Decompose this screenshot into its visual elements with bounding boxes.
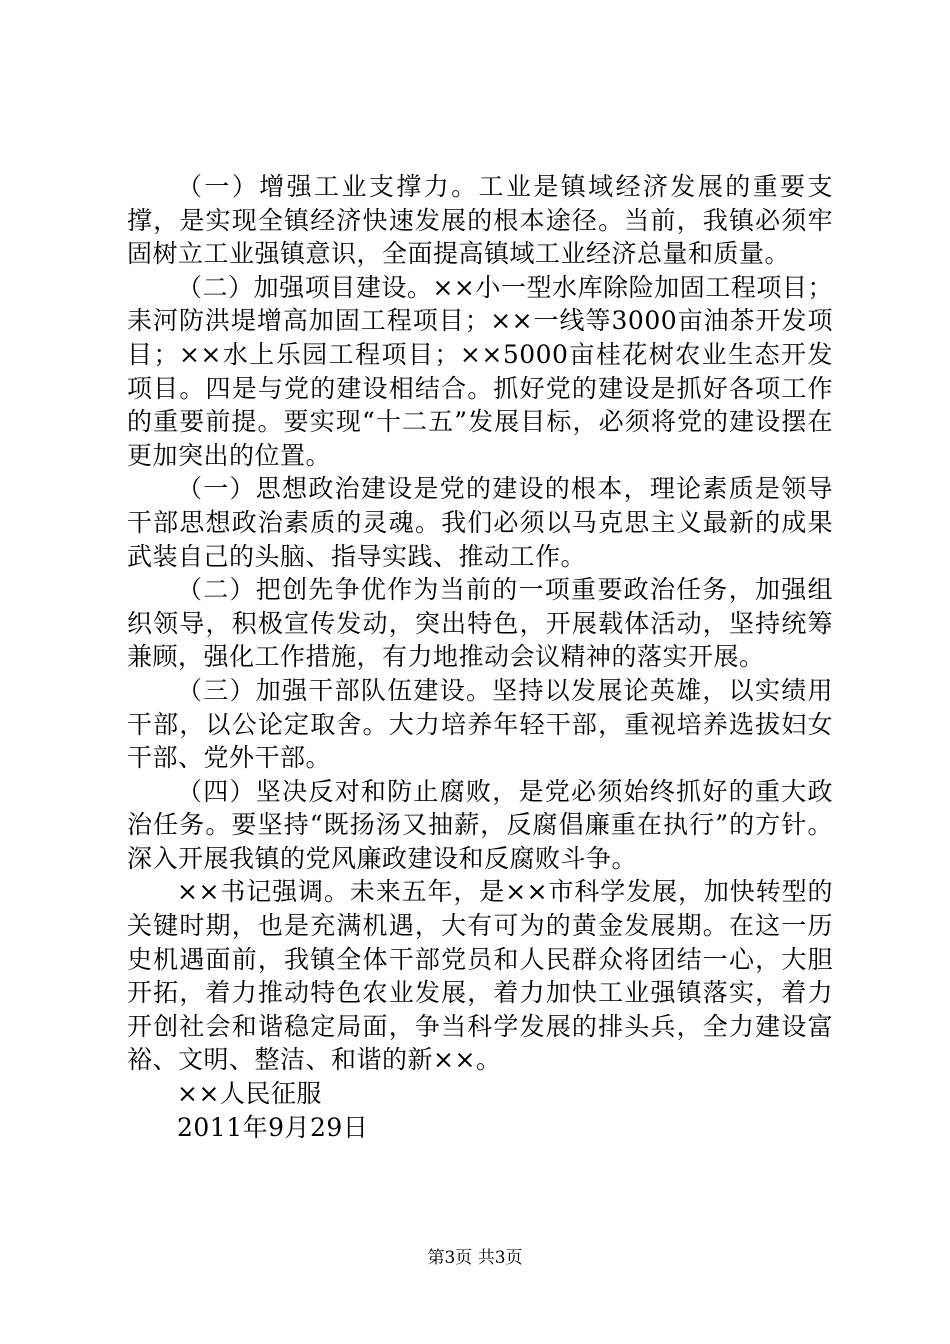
paragraph-1: （一）增强工业支撑力。工业是镇域经济发展的重要支撑，是实现全镇经济快速发展的根本途径。当前，我镇必须牢固树立工业强镇意识，全面提高镇域工业经济总量和质量。 — [127, 172, 833, 269]
signature: ××人民征服 — [177, 1079, 322, 1109]
paragraph-2: （二）加强项目建设。××小一型水库除险加固工程项目；耒河防洪堤增高加固工程项目；××一线等3000亩油茶开发项目；××水上乐园工程项目；××5000亩桂花树农业生态开发项目。四是与党的建设相结合。抓好党的建设是抓好各项工作的重要前提。要实现“十二五”发展目标，必须将党的建设摆在更加突出的位置。 — [127, 272, 833, 470]
page-footer: 第3页 共3页 — [427, 1248, 523, 1268]
document-date: 2011年9月29日 — [177, 1112, 369, 1142]
paragraph-3: （一）思想政治建设是党的建设的根本，理论素质是领导干部思想政治素质的灵魂。我们必须以马克思主义最新的成果武装自己的头脑、指导实践、推动工作。 — [127, 474, 833, 571]
paragraph-7: ××书记强调。未来五年，是××市科学发展，加快转型的关键时期，也是充满机遇，大有可为的黄金发展期。在这一历史机遇面前，我镇全体干部党员和人民群众将团结一心，大胆开拓，着力推动特色农业发展，着力加快工业强镇落实，着力开创社会和谐稳定局面，争当科学发展的排头兵，全力建设富裕、文明、整洁、和谐的新××。 — [127, 877, 833, 1075]
paragraph-4: （二）把创先争优作为当前的一项重要政治任务，加强组织领导，积极宣传发动，突出特色，开展载体活动，坚持统筹兼顾，强化工作措施，有力地推动会议精神的落实开展。 — [127, 575, 833, 672]
document-body — [127, 170, 833, 1144]
paragraph-6: （四）坚决反对和防止腐败，是党必须始终抓好的重大政治任务。要坚持“既扬汤又抽薪，反腐倡廉重在执行”的方针。深入开展我镇的党风廉政建设和反腐败斗争。 — [127, 776, 833, 873]
paragraph-5: （三）加强干部队伍建设。坚持以发展论英雄，以实绩用干部，以公论定取舍。大力培养年轻干部，重视培养选拔妇女干部、党外干部。 — [127, 675, 833, 773]
